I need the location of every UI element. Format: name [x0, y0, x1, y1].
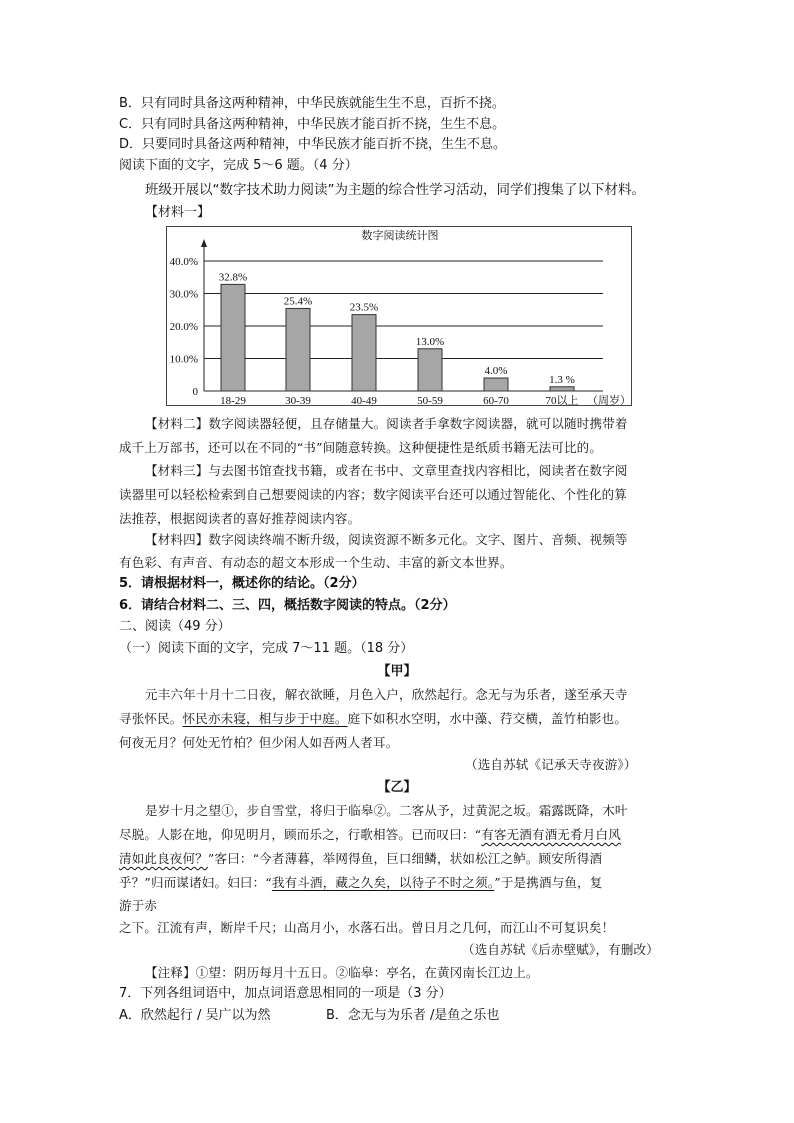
- question-7-option-a: A．欣然起行 / 吴广以为然: [119, 1008, 271, 1023]
- bar: [221, 284, 245, 391]
- x-tick-label: 60-70: [483, 395, 509, 407]
- bar-chart: [166, 226, 632, 406]
- yi-line4-start: 乎？”归而谋诸妇。妇曰：“: [119, 875, 272, 890]
- bar-value-label: 32.8%: [218, 271, 248, 284]
- yi-source: （选自苏轼《后赤壁赋》，有删改）: [462, 942, 659, 957]
- chart-bars: [221, 284, 574, 391]
- jia-heading: 【甲】: [377, 664, 417, 679]
- material2-line1: 【材料二】数字阅读器轻便，且存储量大。阅读者手拿数字阅读器，就可以随时携带着: [145, 416, 628, 431]
- yi-line4: [119, 874, 602, 892]
- bar: [352, 315, 376, 391]
- chart-title: 数字阅读统计图: [361, 229, 439, 242]
- yi-wavy-sentence-part2: 清如此良夜何？: [119, 851, 208, 866]
- yi-line3-rest: ”客曰：“今者薄暮，举网得鱼，巨口细鳞，状如松江之鲈。顾安所得酒: [207, 851, 603, 866]
- yi-wavy-sentence-part1: 有客无酒有酒无肴月白风: [481, 827, 621, 842]
- yi-line5: 游于赤: [119, 898, 158, 913]
- yi-line4-end: ”于是携酒与鱼，复: [494, 875, 603, 890]
- yi-heading: 【乙】: [377, 780, 417, 795]
- y-tick-label: 10.0%: [169, 353, 198, 366]
- chart-canvas: [167, 227, 633, 407]
- material3-line3: 法推荐，根据阅读者的喜好推荐阅读内容。: [119, 511, 361, 526]
- jia-line1: 元丰六年十月十二日夜，解衣欲睡，月色入户，欣然起行。念无与为乐者，遂至承天寺: [145, 687, 628, 702]
- material3-line1: 【材料三】与去图书馆查找书籍，或者在书中、文章里查找内容相比，阅读者在数字阅: [145, 463, 628, 478]
- bar-value-label: 1.3 %: [549, 373, 575, 386]
- option-b: B．只有同时具备这两种精神，中华民族就能生生不息，百折不挠。: [119, 96, 505, 111]
- x-tick-label: 40-49: [351, 395, 377, 407]
- x-axis-unit: （周岁）: [587, 395, 631, 407]
- question-6: 6．请结合材料二、三、四，概括数字阅读的特点。（2分）: [119, 598, 456, 613]
- bar-value-label: 4.0%: [484, 365, 508, 377]
- bar: [286, 308, 310, 391]
- y-axis-arrow: [201, 239, 207, 247]
- jia-line2-end: 庭下如积水空明，水中藻、荇交横，盖竹柏影也。: [347, 711, 628, 726]
- jia-line2-start: 寻张怀民。: [119, 711, 183, 726]
- part-1-intro: （一）阅读下面的文字，完成 7～11 题。（18 分）: [119, 641, 414, 656]
- y-tick-label: 20.0%: [169, 321, 198, 333]
- bar: [484, 378, 508, 391]
- material4-line2: 有色彩、有声音、有动态的超文本形成一个生动、丰富的新文本世界。: [119, 555, 513, 570]
- x-tick-label: 70以上: [545, 395, 579, 407]
- option-d: D．只要同时具备这两种精神，中华民族才能百折不挠，生生不息。: [119, 137, 507, 152]
- x-tick-label: 50-59: [417, 395, 443, 407]
- question-5: 5．请根据材料一，概述你的结论。（2分）: [119, 576, 365, 591]
- y-tick-label: 30.0%: [169, 288, 198, 301]
- material2-line2: 成千上万部书，还可以在不同的“书”间随意转换。这种便捷性是纸质书籍无法可比的。: [119, 440, 603, 455]
- bar: [550, 387, 574, 391]
- x-tick-label: 18-29: [220, 395, 246, 407]
- chart-axes: [201, 239, 603, 391]
- section-2-title: 二、阅读（49 分）: [119, 619, 231, 634]
- x-tick-label: 30-39: [285, 395, 311, 407]
- option-c: C．只有同时具备这两种精神，中华民族才能百折不挠，生生不息。: [119, 117, 506, 132]
- yi-line2: [119, 826, 621, 844]
- yi-line6: 之下。江流有声，断岸千尺；山高月小，水落石出。曾日月之几何，而江山不可复识矣！: [119, 920, 615, 935]
- yi-line3: [119, 850, 602, 868]
- chart-grid: [204, 261, 603, 359]
- jia-line2: [119, 710, 627, 728]
- jia-line3: 何夜无月？何处无竹柏？但少闲人如吾两人者耳。: [119, 735, 399, 750]
- activity-intro: 班级开展以“数字技术助力阅读”为主题的综合性学习活动，同学们搜集了以下材料。: [145, 182, 645, 198]
- annotation-note: 【注释】①望：阴历每月十五日。②临皋：亭名，在黄冈南长江边上。: [145, 965, 539, 980]
- jia-source: （选自苏轼《记承天寺夜游》）: [465, 757, 637, 772]
- y-tick-label: 40.0%: [169, 256, 198, 268]
- yi-line1: 是岁十月之望①，步自雪堂，将归于临皋②。二客从予，过黄泥之坂。霜露既降，木叶: [145, 803, 628, 818]
- material1-label: 【材料一】: [145, 205, 211, 220]
- bar-value-label: 25.4%: [283, 295, 313, 308]
- y-tick-label: 0: [192, 386, 198, 398]
- jia-underlined-sentence: 怀民亦未寝，相与步于中庭。: [182, 711, 348, 726]
- question-7: 7．下列各组词语中，加点词语意思相同的一项是（3 分）: [119, 986, 452, 1001]
- yi-line2-start: 尽脱。人影在地，仰见明月，顾而乐之，行歌相答。已而叹曰：“: [119, 827, 482, 842]
- bar: [418, 349, 442, 391]
- yi-underlined-sentence: 我有斗酒，藏之久矣，以待子不时之须。: [271, 875, 495, 890]
- bar-value-label: 13.0%: [415, 335, 445, 348]
- material4-line1: 【材料四】数字阅读终端不断升级，阅读资源不断多元化。文字、图片、音频、视频等: [145, 532, 628, 547]
- reading-intro: 阅读下面的文字，完成 5～6 题。（4 分）: [119, 158, 358, 173]
- bar-value-label: 23.5%: [349, 301, 379, 314]
- material3-line2: 读器里可以轻松检索到自己想要阅读的内容；数字阅读平台还可以通过智能化、个性化的算: [119, 487, 628, 502]
- question-7-option-b: B．念无与为乐者 /是鱼之乐也: [326, 1008, 500, 1023]
